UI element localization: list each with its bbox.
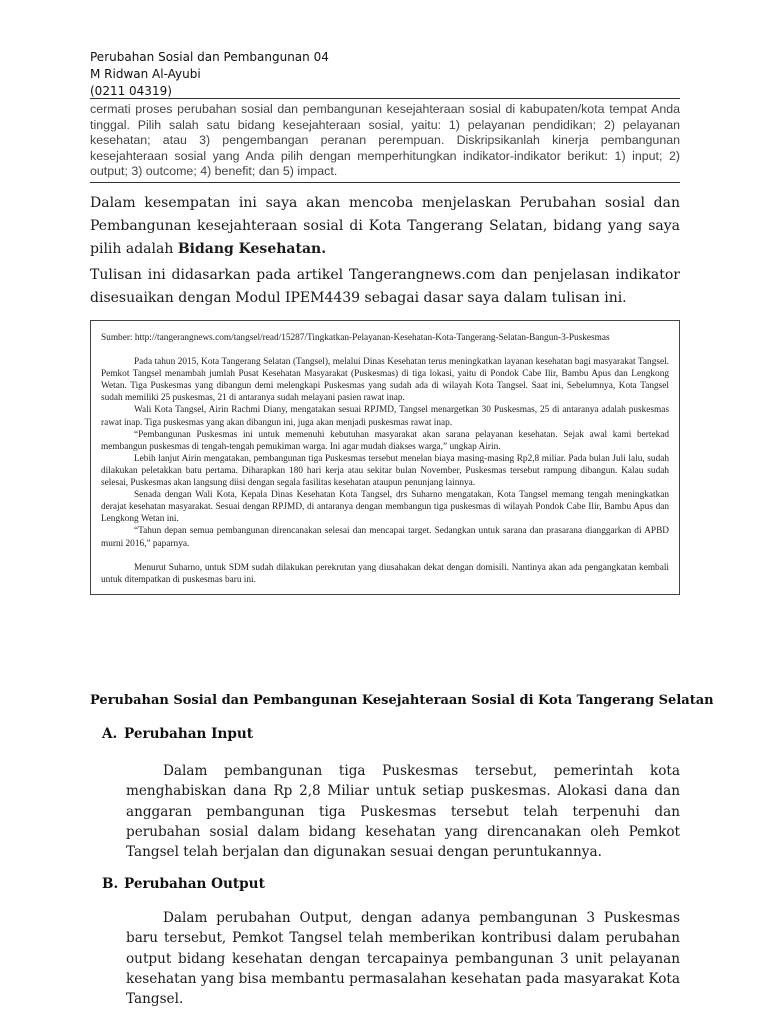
document-header — [90, 49, 680, 100]
quote-paragraph: Pada tahun 2015, Kota Tangerang Selatan (Tangsel), melalui Dinas Kesehatan terus meningkatkan layanan kesehatan bagi masyarakat Tangsel. Pemkot Tangsel menambah jumlah Pusat Kesehatan Masyarakat (Puskesmas) di tiga lokasi, yaitu di Pondok Cabe Ilir, Bambu Apus dan Lengkong Wetan. Tiga Puskesmas yang dibangun demi melengkapi Puskesmas yang sudah ada di wilayah Kota Tangsel. Saat ini, Sebelumnya, Kota Tangsel sudah memiliki 25 puskesmas, 21 di antaranya sudah melayani pasien rawat inap. — [101, 357, 669, 404]
intro-paragraph-2: Tulisan ini didasarkan pada artikel Tangerangnews.com dan penjelasan indikator disesuaikan dengan Modul IPEM4439 sebagai dasar saya dalam tulisan ini. — [90, 267, 680, 306]
subsection-title: Perubahan Output — [124, 876, 265, 892]
author-name: M Ridwan Al-Ayubi — [90, 67, 201, 81]
subsection-body-b: Dalam perubahan Output, dengan adanya pembangunan 3 Puskesmas baru tersebut, Pemkot Tangsel telah memberikan kontribusi dalam perubahan output bidang kesehatan dengan tercapainya pembangunan 3 unit pelayanan kesehatan yang bisa membantu permasalahan kesehatan pada masyarakat Kota Tangsel. — [126, 910, 680, 1008]
intro-text: Dalam kesempatan ini saya akan mencoba menjelaskan Perubahan sosial dan Pembangunan kesejahteraan sosial di Kota Tangerang Selatan, bidang yang saya pilih adalah — [90, 195, 680, 257]
quote-paragraph: Wali Kota Tangsel, Airin Rachmi Diany, mengatakan sesuai RPJMD, Tangsel menargetkan 30 Puskesmas, 25 di antaranya adalah puskesmas rawat inap. Tiga puskesmas yang akan dibangun ini, juga akan menjadi puskesmas rawat inap. — [101, 405, 669, 428]
quote-paragraph: “Pembangunan Puskesmas ini untuk memenuhi kebutuhan masyarakat akan sarana pelayanan kesehatan. Sejak awal kami bertekad membangun puskesmas di tengah-tengah pemukiman warga. Ini agar mudah diakses warga,” ungkap Airin. — [101, 429, 669, 452]
subsection-letter: A. — [102, 726, 118, 742]
quote-paragraph: Senada dengan Wali Kota, Kepala Dinas Kesehatan Kota Tangsel, drs Suharno mengatakan, Kota Tangsel memang tengah meningkatkan derajat kesehatan masyarakat. Sesuai dengan RPJMD, di antaranya dengan membangun tiga puskesmas di wilayah Pondok Cabe Ilir, Bambu Apus dan Lengkong Wetan ini. — [101, 490, 669, 525]
quote-paragraph: Lebih lanjut Airin mengatakan, pembangunan tiga Puskesmas tersebut menelan biaya masing-masing Rp2,8 miliar. Pada bulan Juli lalu, sudah dilakukan peletakkan batu pertama. Diharapkan 180 hari kerja atau sekitar bulan November, Puskesmas tersebut rampung dibangun. Kalau sudah selesai, Puskesmas akan langsung diisi dengan segala fasilitas kesehatan ataupun penunjang lainnya. — [101, 453, 669, 489]
assignment-question: cermati proses perubahan sosial dan pembangunan kesejahteraan sosial di kabupaten/kota tempat Anda tinggal. Pilih salah satu bidang kesejahteraan sosial, yaitu: 1) pelayanan pendidikan; 2) pelayanan kesehatan; atau 3) pengembangan peranan perempuan. Diskripsikanlah kinerja pembangunan kesejahteraan sosial yang Anda pilih dengan memperhitungkan indikator-indikator berikut: 1) input; 2) output; 3) outcome; 4) benefit; dan 5) impact. — [90, 98, 680, 183]
subsection-title: Perubahan Input — [124, 726, 254, 742]
subsection-letter: B. — [102, 876, 119, 892]
quote-paragraph: Menurut Suharno, untuk SDM sudah dilakukan perekrutan yang diusahakan dekat dengan domisili. Nantinya akan ada pengangkatan kembali untuk ditempatkan di puskesmas baru ini. — [101, 562, 669, 585]
student-id: (0211 04319) — [90, 84, 172, 98]
quote-paragraph: “Tahun depan semua pembangunan direncanakan selesai dan mencapai target. Sedangkan untuk sarana dan prasarana dianggarkan di APBD murni 2016,” paparnya. — [101, 526, 669, 549]
chosen-field: Bidang Kesehatan. — [177, 241, 327, 257]
subsection-heading-b — [102, 876, 265, 892]
article-source: Sumber: http://tangerangnews.com/tangsel/read/15287/Tingkatkan-Pelayanan-Kesehatan-Kota-Tangerang-Selatan-Bangun-3-Puskesmas — [101, 333, 610, 343]
subsection-body-a: Dalam pembangunan tiga Puskesmas tersebut, pemerintah kota menghabiskan dana Rp 2,8 Miliar untuk setiap puskesmas. Alokasi dana dan anggaran pembangunan tiga Puskesmas tersebut telah terpenuhi dan perubahan sosial dalam bidang kesehatan yang direncanakan oleh Pemkot Tangsel telah berjalan dan digunakan sesuai dengan peruntukannya. — [126, 763, 680, 861]
course-title: Perubahan Sosial dan Pembangunan 04 — [90, 50, 329, 64]
article-quote-box — [90, 320, 680, 595]
section-title: Perubahan Sosial dan Pembangunan Kesejahteraan Sosial di Kota Tangerang Selatan — [90, 693, 714, 708]
subsection-heading-a — [102, 726, 253, 742]
intro-paragraph-1 — [90, 192, 680, 261]
